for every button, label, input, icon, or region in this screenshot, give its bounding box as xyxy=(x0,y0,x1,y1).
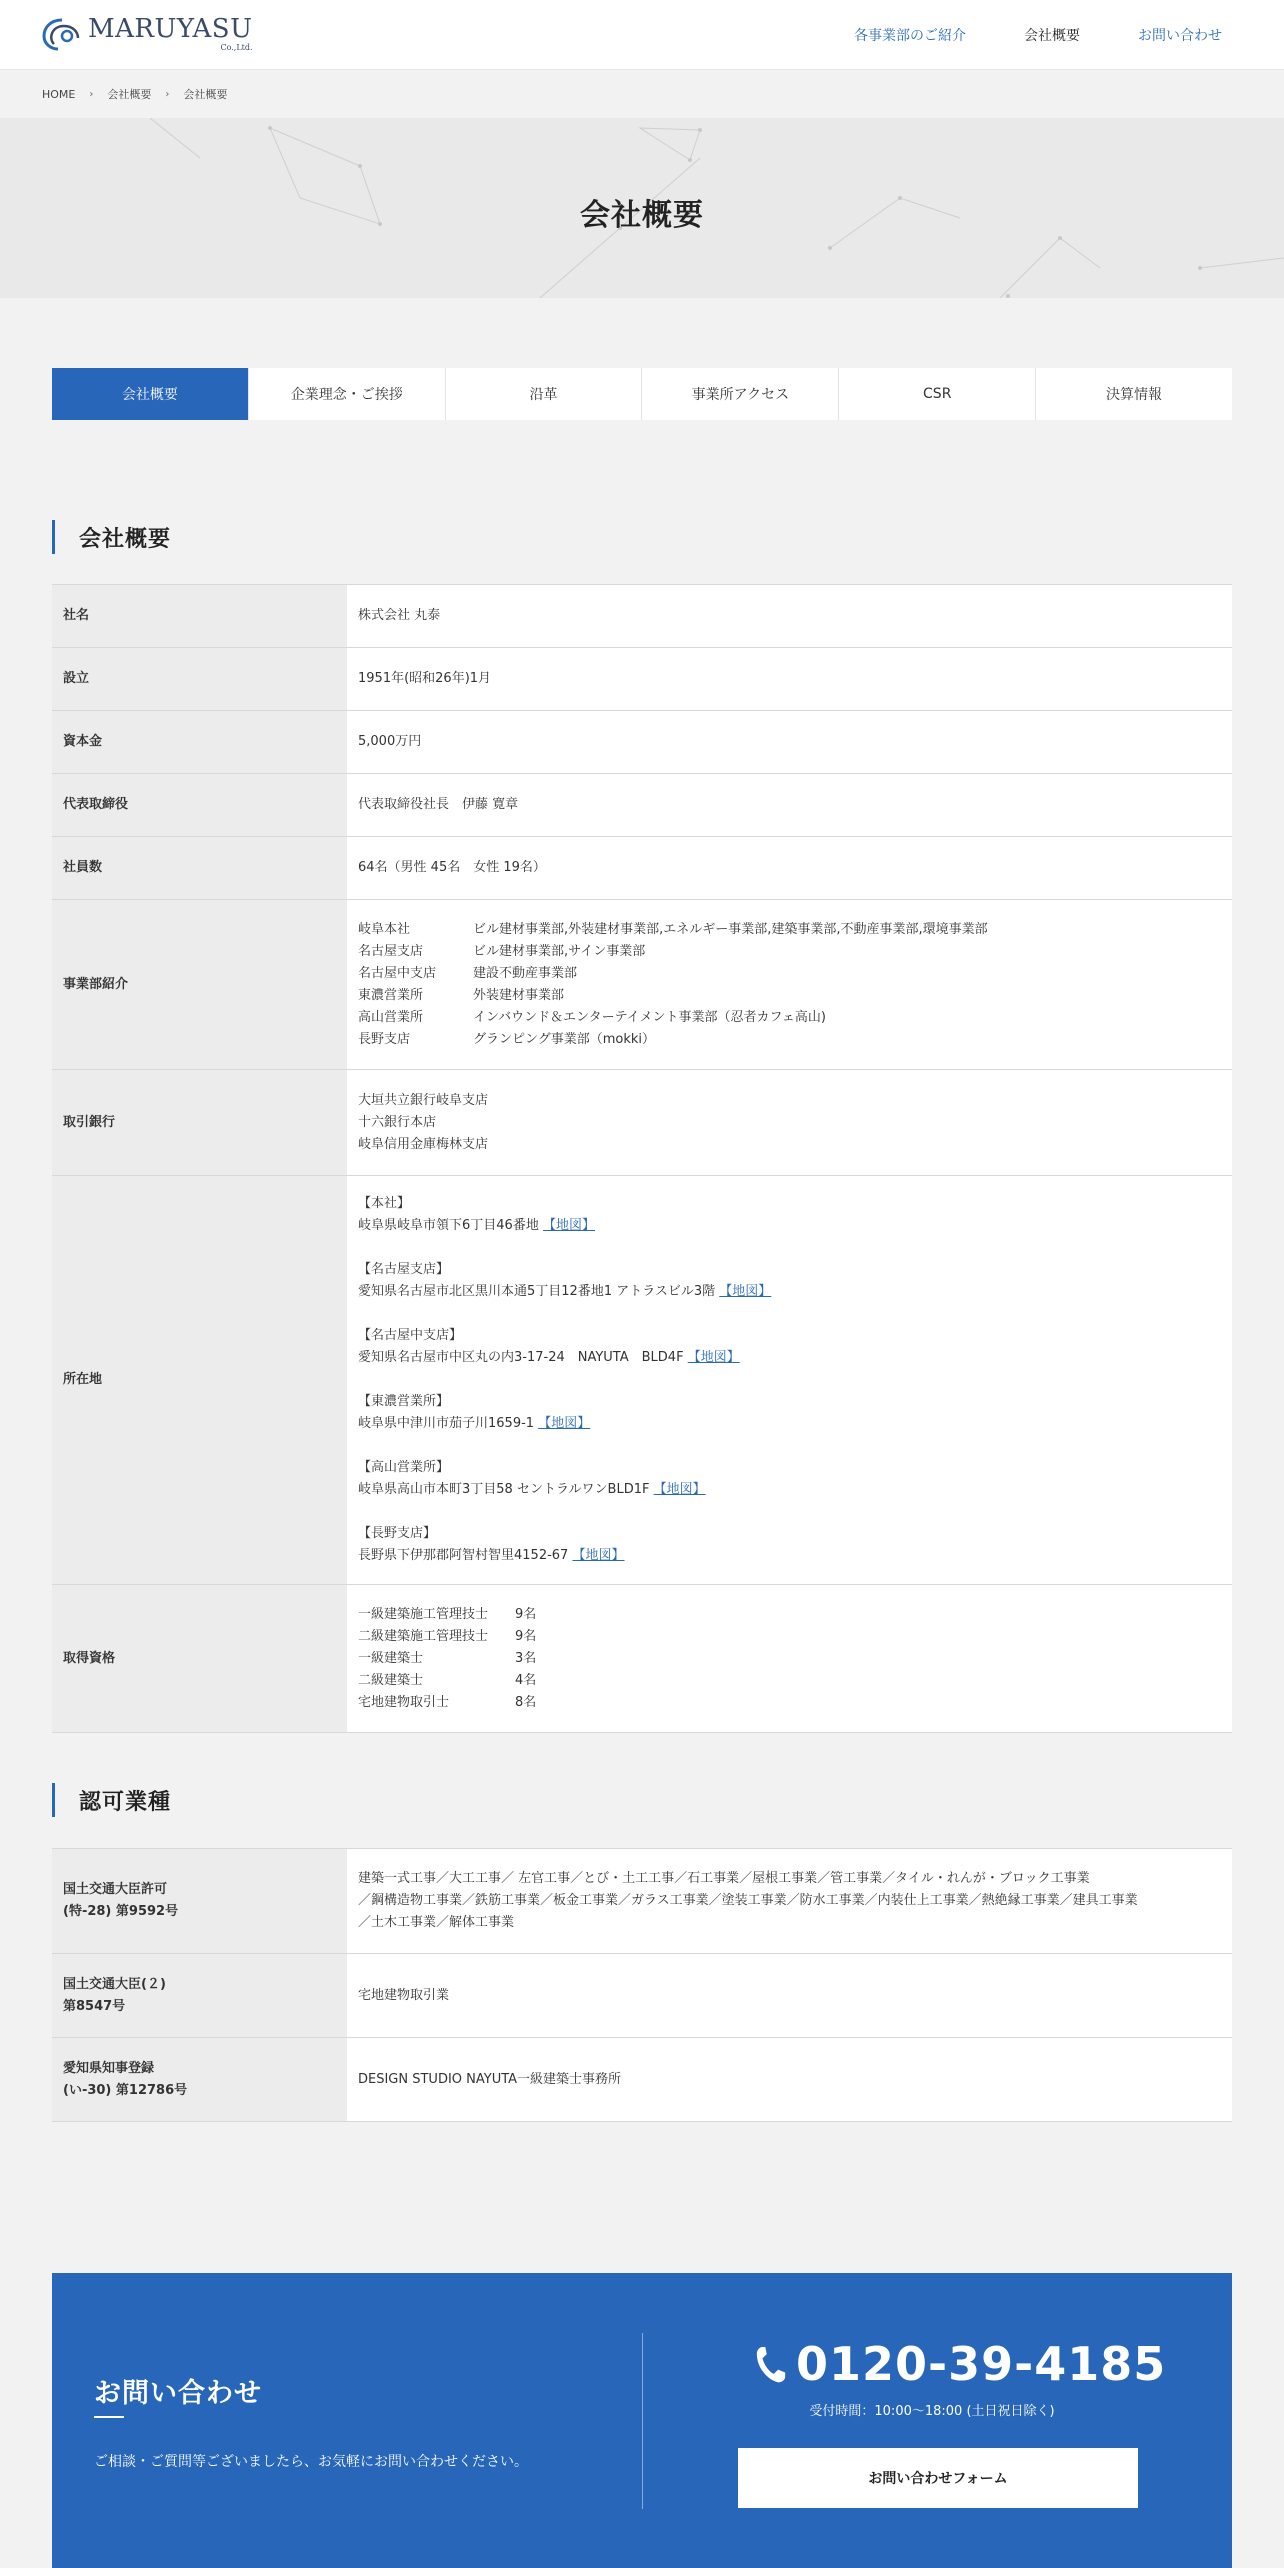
table-row xyxy=(52,2038,1232,2122)
row-label: 取引銀行 xyxy=(52,1070,347,1175)
phone-hours: 受付時間：10:00〜18:00 (土日祝日除く) xyxy=(809,2404,1055,2419)
location-address-line xyxy=(358,1479,1222,1501)
row-label: 設立 xyxy=(52,648,347,710)
qualification-item xyxy=(358,1626,1222,1648)
location-name: 【名古屋支店】 xyxy=(358,1262,450,1277)
location-address-line xyxy=(358,1281,1222,1303)
breadcrumb xyxy=(42,86,227,102)
locations-list xyxy=(347,1176,1232,1584)
table-row xyxy=(52,774,1232,837)
qualification-name: 二級建築施工管理技士 xyxy=(358,1628,489,1644)
license-scope xyxy=(347,2038,1232,2121)
banks-list xyxy=(347,1070,1232,1175)
table-row-qualifications xyxy=(52,1585,1232,1733)
division-name: 名古屋支店 xyxy=(358,943,424,959)
table-row-banks xyxy=(52,1070,1232,1176)
section-heading-licenses: 認可業種 xyxy=(52,1783,171,1817)
division-name: 名古屋中支店 xyxy=(358,965,437,981)
license-scope xyxy=(347,1849,1232,1953)
division-name: 長野支店 xyxy=(358,1031,411,1047)
table-row-locations xyxy=(52,1176,1232,1585)
tab-philosophy[interactable]: 企業理念・ご挨拶 xyxy=(248,368,445,420)
divisions-list xyxy=(347,900,1232,1069)
tab-access[interactable]: 事業所アクセス xyxy=(641,368,838,420)
qualification-item xyxy=(358,1692,1222,1714)
bank-item: 大垣共立銀行岐阜支店 xyxy=(358,1092,489,1108)
nav-divisions[interactable]: 各事業部のご紹介 xyxy=(854,28,966,44)
table-row xyxy=(52,585,1232,648)
division-item xyxy=(358,985,1222,1007)
row-label: 取得資格 xyxy=(52,1585,347,1732)
map-link[interactable]: 【地図】 xyxy=(719,1284,772,1299)
tab-financial[interactable]: 決算情報 xyxy=(1035,368,1232,420)
row-value: 株式会社 丸泰 xyxy=(347,585,1232,647)
row-label: 社員数 xyxy=(52,837,347,899)
location-address-line xyxy=(358,1215,1222,1237)
division-item xyxy=(358,941,1222,963)
license-number: 第8547号 xyxy=(63,1998,126,2014)
bank-item: 十六銀行本店 xyxy=(358,1114,437,1130)
page-title: 会社概要 xyxy=(580,198,704,233)
row-label xyxy=(52,1849,347,1953)
row-label: 事業部紹介 xyxy=(52,900,347,1069)
logo-name: MARUYASU xyxy=(88,14,253,44)
company-tabs xyxy=(52,368,1232,420)
qualification-name: 一級建築士 xyxy=(358,1650,424,1666)
qualification-name: 二級建築士 xyxy=(358,1672,424,1688)
location-address: 愛知県名古屋市中区丸の内3-17-24 NAYUTA BLD4F xyxy=(358,1350,684,1365)
location-name: 【東濃営業所】 xyxy=(358,1394,450,1409)
location-address-line xyxy=(358,1413,1222,1435)
qualification-name: 宅地建物取引士 xyxy=(358,1694,450,1710)
location-name: 【高山営業所】 xyxy=(358,1460,450,1475)
location-address: 愛知県名古屋市北区黒川本通5丁目12番地1 アトラスビル3階 xyxy=(358,1284,716,1299)
qualification-count: 9名 xyxy=(515,1628,537,1644)
division-desc: ビル建材事業部,サイン事業部 xyxy=(473,943,646,959)
qualification-count: 3名 xyxy=(515,1650,537,1666)
table-row-divisions xyxy=(52,900,1232,1070)
tab-csr[interactable]: CSR xyxy=(838,368,1035,420)
location-address: 長野県下伊那郡阿智村智里4152-67 xyxy=(358,1548,569,1563)
map-link[interactable]: 【地図】 xyxy=(542,1218,595,1233)
location-address: 岐阜県中津川市茄子川1659-1 xyxy=(358,1416,535,1431)
qualification-count: 8名 xyxy=(515,1694,537,1710)
tab-history[interactable]: 沿革 xyxy=(445,368,642,420)
row-label xyxy=(52,2038,347,2121)
phone-number: 0120-39-4185 xyxy=(796,2337,1167,2391)
site-logo[interactable] xyxy=(40,14,253,54)
maruyasu-logo-icon xyxy=(40,14,84,54)
division-desc: 外装建材事業部 xyxy=(473,987,565,1003)
qualification-count: 9名 xyxy=(515,1606,537,1622)
division-desc: インバウンド＆エンターテイメント事業部（忍者カフェ高山) xyxy=(473,1009,826,1025)
licenses-table xyxy=(52,1848,1232,2122)
license-scope-line: 建築一式工事／大工工事／ 左官工事／とび・土工工事／石工事業／屋根工事業／管工事業／タイル・れんが・ブロック工事業 xyxy=(358,1871,1090,1886)
contact-panel xyxy=(52,2273,1232,2568)
table-row xyxy=(52,1954,1232,2038)
license-scope-line: DESIGN STUDIO NAYUTA一級建築士事務所 xyxy=(358,2071,622,2087)
row-label: 所在地 xyxy=(52,1176,347,1584)
bank-item: 岐阜信用金庫梅林支店 xyxy=(358,1136,489,1152)
site-header xyxy=(0,0,1284,70)
company-table xyxy=(52,584,1232,1733)
division-name: 東濃営業所 xyxy=(358,987,424,1003)
row-label: 資本金 xyxy=(52,711,347,773)
table-row xyxy=(52,648,1232,711)
contact-title: お問い合わせ xyxy=(94,2378,262,2409)
row-label: 社名 xyxy=(52,585,347,647)
contact-form-button[interactable]: お問い合わせフォーム xyxy=(738,2448,1138,2508)
breadcrumb-current: 会社概要 xyxy=(183,88,228,101)
tab-overview[interactable]: 会社概要 xyxy=(52,368,248,420)
row-value: 1951年(昭和26年)1月 xyxy=(347,648,1232,710)
divider xyxy=(642,2333,643,2509)
global-nav xyxy=(854,0,1222,70)
license-number: (特-28) 第9592号 xyxy=(63,1904,179,1919)
map-link[interactable]: 【地図】 xyxy=(538,1416,591,1431)
row-value: 5,000万円 xyxy=(347,711,1232,773)
license-scope-line: 宅地建物取引業 xyxy=(358,1987,450,2003)
phone-link[interactable] xyxy=(754,2336,1166,2392)
location-address-line xyxy=(358,1347,1222,1369)
page-hero xyxy=(0,118,1284,298)
row-value: 64名（男性 45名 女性 19名） xyxy=(347,837,1232,899)
phone-icon xyxy=(754,2344,788,2384)
qualification-item xyxy=(358,1604,1222,1626)
logo-sub: Co.,Ltd. xyxy=(220,43,253,52)
location-name: 【長野支店】 xyxy=(358,1526,437,1541)
map-link[interactable]: 【地図】 xyxy=(572,1548,625,1563)
division-name: 岐阜本社 xyxy=(358,921,411,937)
license-scope-line: ／鋼構造物工事業／鉄筋工事業／板金工事業／ガラス工事業／塗装工事業／防水工事業／内装仕上工事業／熱絶縁工事業／建具工事業 xyxy=(358,1893,1138,1908)
license-name: 愛知県知事登録 xyxy=(63,2060,155,2076)
qualification-item xyxy=(358,1670,1222,1692)
nav-company[interactable]: 会社概要 xyxy=(1024,28,1080,44)
row-label: 代表取締役 xyxy=(52,774,347,836)
license-number: (い-30) 第12786号 xyxy=(63,2082,188,2098)
location-name: 【本社】 xyxy=(358,1196,411,1211)
license-scope-line: ／土木工事業／解体工事業 xyxy=(358,1915,515,1930)
qualification-name: 一級建築施工管理技士 xyxy=(358,1606,489,1622)
division-item xyxy=(358,1007,1222,1029)
contact-text: ご相談・ご質問等ございましたら、お気軽にお問い合わせください。 xyxy=(94,2454,528,2470)
division-desc: グランピング事業部（mokki） xyxy=(473,1031,656,1047)
license-name: 国土交通大臣(２) xyxy=(63,1976,166,1992)
division-desc: 建設不動産事業部 xyxy=(473,965,578,981)
table-row xyxy=(52,1849,1232,1954)
division-name: 高山営業所 xyxy=(358,1009,424,1025)
row-label xyxy=(52,1954,347,2037)
location-address-line xyxy=(358,1545,1222,1567)
chevron-right-icon: › xyxy=(89,88,94,100)
division-item xyxy=(358,919,1222,941)
table-row xyxy=(52,837,1232,900)
map-link[interactable]: 【地図】 xyxy=(687,1350,740,1365)
breadcrumb-home[interactable]: HOME xyxy=(42,87,76,101)
location-address: 岐阜県高山市本町3丁目58 セントラルワンBLD1F xyxy=(358,1482,650,1497)
license-name: 国土交通大臣許可 xyxy=(63,1882,168,1897)
location-address: 岐阜県岐阜市領下6丁目46番地 xyxy=(358,1218,539,1233)
table-row xyxy=(52,711,1232,774)
division-item xyxy=(358,1029,1222,1051)
qualifications-list xyxy=(347,1585,1232,1732)
map-link[interactable]: 【地図】 xyxy=(653,1482,706,1497)
license-scope xyxy=(347,1954,1232,2037)
title-underline xyxy=(94,2416,124,2418)
location-name: 【名古屋中支店】 xyxy=(358,1328,463,1343)
division-desc: ビル建材事業部,外装建材事業部,エネルギー事業部,建築事業部,不動産事業部,環境事業部 xyxy=(473,921,988,937)
division-item xyxy=(358,963,1222,985)
row-value: 代表取締役社長 伊藤 寛章 xyxy=(347,774,1232,836)
breadcrumb-company[interactable]: 会社概要 xyxy=(107,88,152,101)
qualification-count: 4名 xyxy=(515,1672,537,1688)
qualification-item xyxy=(358,1648,1222,1670)
section-heading-company: 会社概要 xyxy=(52,520,171,554)
chevron-right-icon: › xyxy=(165,88,170,100)
nav-contact[interactable]: お問い合わせ xyxy=(1138,28,1222,44)
